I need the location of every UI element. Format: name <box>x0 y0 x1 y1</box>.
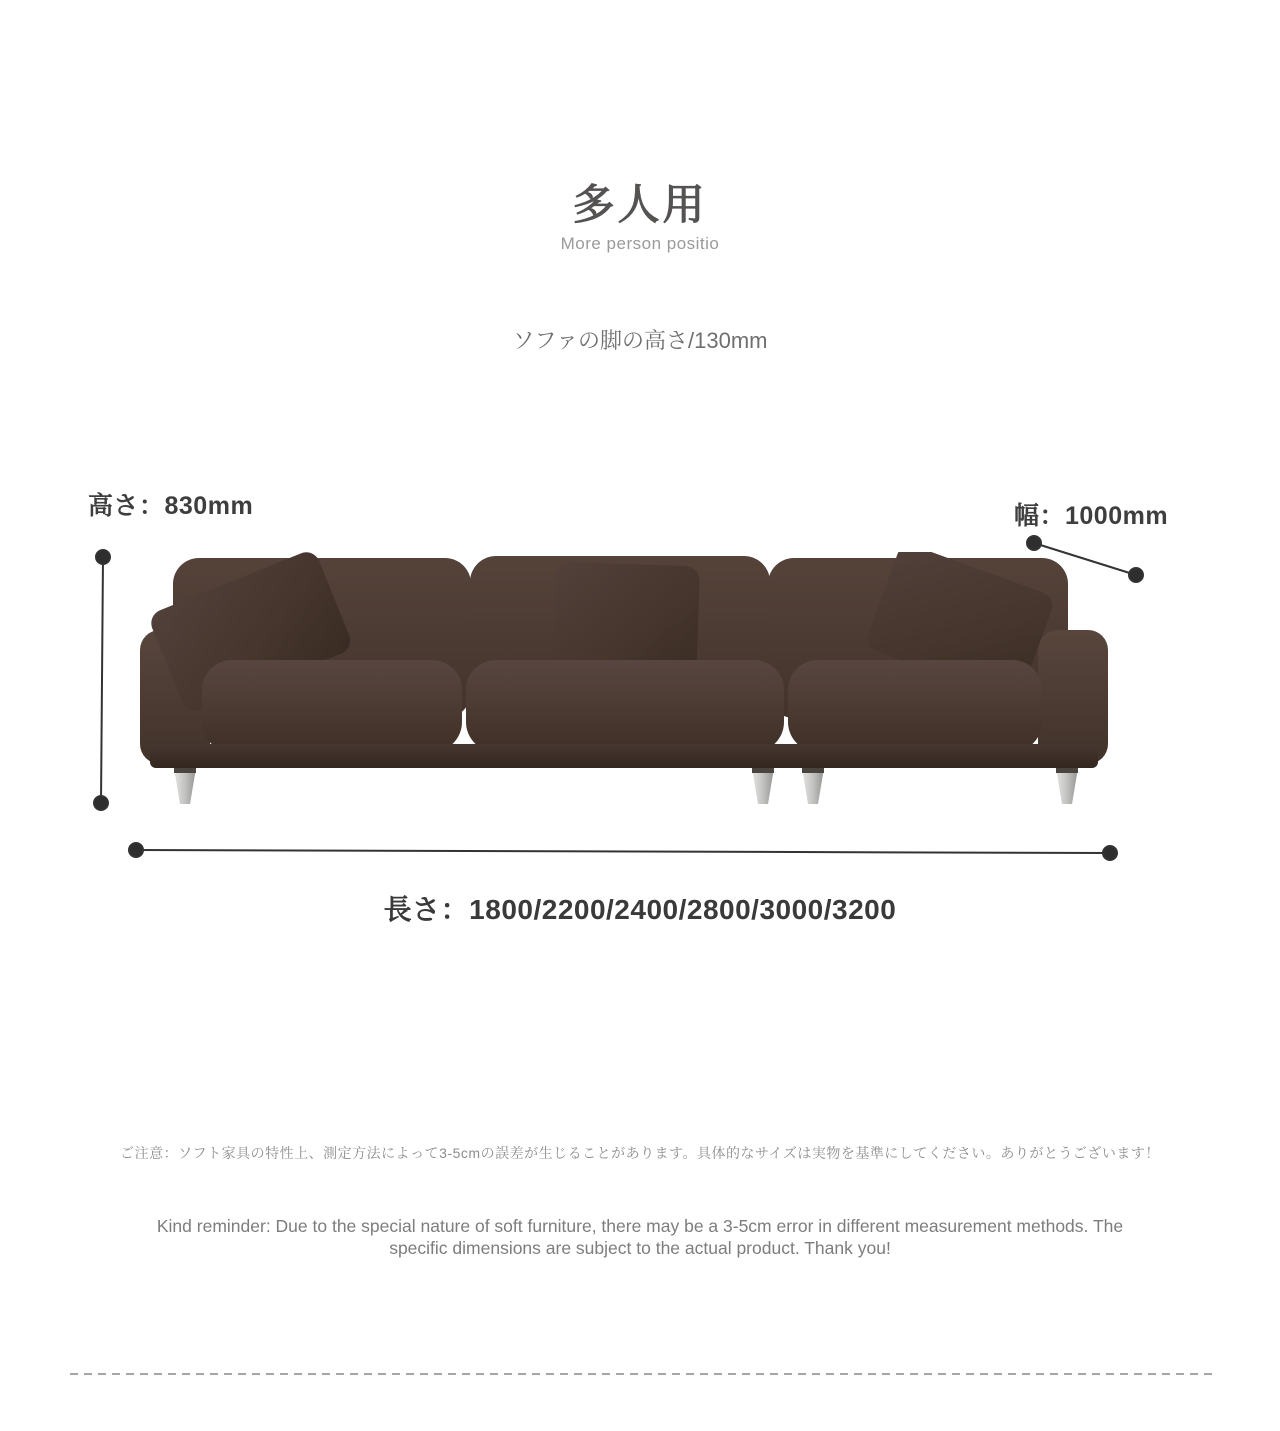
page-subtitle: More person positio <box>560 234 720 253</box>
sofa-illustration <box>138 552 1110 808</box>
height-dimension-line <box>94 550 110 810</box>
sofa-base-rail <box>150 744 1098 768</box>
page-title: 多人用 <box>572 181 708 228</box>
length-dimension-line <box>129 843 1117 860</box>
width-dimension-label: 幅：1000mm <box>1014 502 1169 530</box>
sofa-legs <box>174 768 1078 804</box>
sofa-seat-cushions <box>202 660 1042 752</box>
note-japanese: ご注意：ソフト家具の特性上、測定方法によって3-5cmの誤差が生じることがあります。具体的なサイズは実物を基準にしてください。ありがとうございます！ <box>120 1145 1160 1161</box>
dashed-divider <box>70 1373 1212 1375</box>
length-dimension-label: 長さ：1800/2200/2400/2800/3000/3200 <box>383 894 897 925</box>
sofa-leg-height-label: ソファの脚の高さ/130mm <box>512 328 768 353</box>
note-english: Kind reminder: Due to the special nature of soft furniture, there may be a 3-5cm error in different measurement methods. The specific dimensions are subject to the actual product. Thank you! <box>156 1216 1124 1258</box>
height-dimension-label: 高さ：830mm <box>88 492 254 520</box>
